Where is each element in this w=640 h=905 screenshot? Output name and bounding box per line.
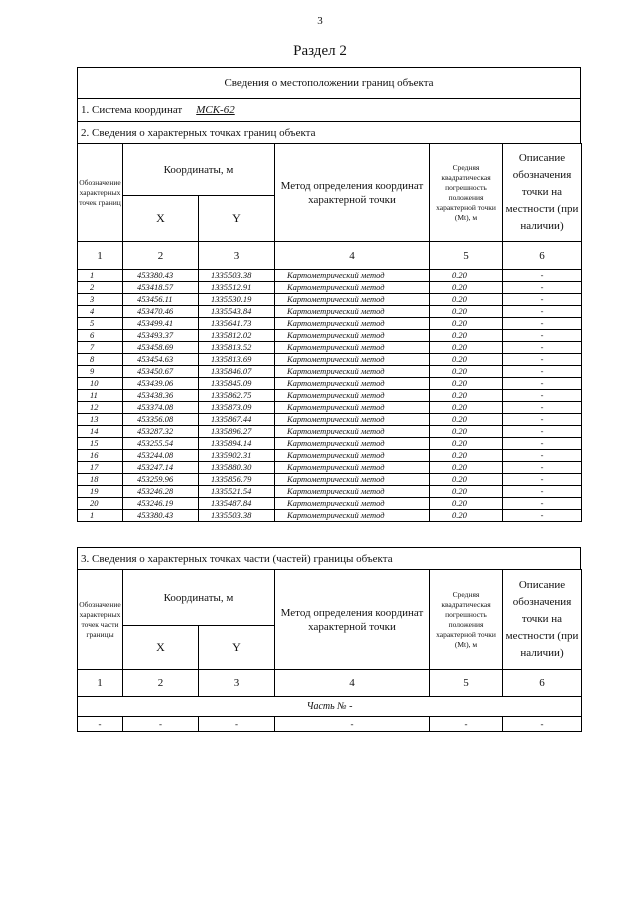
point-number: 4	[78, 306, 123, 318]
description-value: -	[503, 438, 582, 450]
method-value: Картометрический метод	[275, 402, 430, 414]
error-value: 0.20	[430, 354, 503, 366]
coordinate-system-value: МСК-62	[196, 104, 235, 116]
table-row	[78, 426, 582, 438]
point-number: 13	[78, 414, 123, 426]
error-value: 0.20	[430, 510, 503, 522]
description-value: -	[503, 282, 582, 294]
table-row	[78, 402, 582, 414]
method-value: Картометрический метод	[275, 366, 430, 378]
method-value: Картометрический метод	[275, 438, 430, 450]
table-row	[78, 294, 582, 306]
boundary-points-table	[77, 143, 582, 522]
coordinate-system-label: 1. Система координат	[81, 104, 183, 116]
description-value: -	[503, 342, 582, 354]
x-value: 453450.67	[123, 366, 199, 378]
point-number: 19	[78, 486, 123, 498]
table-row	[78, 342, 582, 354]
column-number: 2	[123, 242, 199, 270]
column-number: 3	[199, 670, 275, 697]
empty-cell: -	[430, 717, 503, 732]
description-value: -	[503, 486, 582, 498]
part-label: Часть № -	[78, 697, 582, 717]
y-value: 1335894.14	[199, 438, 275, 450]
table-row	[78, 390, 582, 402]
header-x: X	[123, 196, 199, 242]
x-value: 453456.11	[123, 294, 199, 306]
y-value: 1335641.73	[199, 318, 275, 330]
x-value: 453499.41	[123, 318, 199, 330]
method-value: Картометрический метод	[275, 390, 430, 402]
point-number: 7	[78, 342, 123, 354]
error-value: 0.20	[430, 366, 503, 378]
y-value: 1335896.27	[199, 426, 275, 438]
y-value: 1335846.07	[199, 366, 275, 378]
x-value: 453380.43	[123, 510, 199, 522]
y-value: 1335530.19	[199, 294, 275, 306]
description-value: -	[503, 318, 582, 330]
x-value: 453418.57	[123, 282, 199, 294]
error-value: 0.20	[430, 378, 503, 390]
table-row	[78, 282, 582, 294]
point-number: 12	[78, 402, 123, 414]
table-row	[78, 378, 582, 390]
table-row	[78, 354, 582, 366]
empty-cell: -	[78, 717, 123, 732]
x-value: 453356.08	[123, 414, 199, 426]
part-points-table	[77, 569, 582, 732]
empty-cell: -	[503, 717, 582, 732]
method-value: Картометрический метод	[275, 306, 430, 318]
description-value: -	[503, 426, 582, 438]
error-value: 0.20	[430, 330, 503, 342]
table-row	[78, 486, 582, 498]
y-value: 1335902.31	[199, 450, 275, 462]
empty-cell: -	[199, 717, 275, 732]
x-value: 453246.28	[123, 486, 199, 498]
block-title-text: Сведения о местоположении границ объекта	[224, 77, 434, 89]
column-number: 6	[503, 670, 582, 697]
table-row	[78, 510, 582, 522]
x-value: 453246.19	[123, 498, 199, 510]
column-number: 1	[78, 242, 123, 270]
table-row	[78, 462, 582, 474]
header-error: Средняя квадратическая погрешность положения характерной точки (Мt), м	[430, 570, 503, 670]
point-number: 16	[78, 450, 123, 462]
description-value: -	[503, 366, 582, 378]
point-number: 9	[78, 366, 123, 378]
column-number: 5	[430, 242, 503, 270]
error-value: 0.20	[430, 270, 503, 282]
header-y: Y	[199, 626, 275, 670]
section-2-title	[77, 121, 581, 144]
x-value: 453255.54	[123, 438, 199, 450]
point-number: 8	[78, 354, 123, 366]
y-value: 1335521.54	[199, 486, 275, 498]
description-value: -	[503, 414, 582, 426]
description-value: -	[503, 354, 582, 366]
header-coordinates: Координаты, м	[123, 570, 275, 626]
error-value: 0.20	[430, 450, 503, 462]
description-value: -	[503, 306, 582, 318]
point-number: 10	[78, 378, 123, 390]
method-value: Картометрический метод	[275, 426, 430, 438]
error-value: 0.20	[430, 438, 503, 450]
method-value: Картометрический метод	[275, 294, 430, 306]
description-value: -	[503, 498, 582, 510]
y-value: 1335503.38	[199, 510, 275, 522]
point-number: 14	[78, 426, 123, 438]
column-number: 1	[78, 670, 123, 697]
y-value: 1335503.38	[199, 270, 275, 282]
description-value: -	[503, 450, 582, 462]
header-y: Y	[199, 196, 275, 242]
method-value: Картометрический метод	[275, 510, 430, 522]
x-value: 453458.69	[123, 342, 199, 354]
method-value: Картометрический метод	[275, 474, 430, 486]
point-number: 18	[78, 474, 123, 486]
header-method: Метод определения координат характерной точки	[275, 570, 430, 670]
method-value: Картометрический метод	[275, 498, 430, 510]
error-value: 0.20	[430, 294, 503, 306]
method-value: Картометрический метод	[275, 450, 430, 462]
y-value: 1335487.84	[199, 498, 275, 510]
error-value: 0.20	[430, 474, 503, 486]
x-value: 453380.43	[123, 270, 199, 282]
y-value: 1335512.91	[199, 282, 275, 294]
section-3-title-table	[77, 547, 581, 570]
error-value: 0.20	[430, 486, 503, 498]
point-number: 5	[78, 318, 123, 330]
column-number: 4	[275, 670, 430, 697]
y-value: 1335845.09	[199, 378, 275, 390]
table-row	[78, 306, 582, 318]
error-value: 0.20	[430, 462, 503, 474]
section-3-title: 3. Сведения о характерных точках части (частей) границы объекта	[78, 548, 581, 570]
header-method: Метод определения координат характерной точки	[275, 144, 430, 242]
description-value: -	[503, 378, 582, 390]
table-row	[78, 498, 582, 510]
table-row	[78, 330, 582, 342]
column-number: 6	[503, 242, 582, 270]
point-number: 1	[78, 510, 123, 522]
method-value: Картометрический метод	[275, 282, 430, 294]
method-value: Картометрический метод	[275, 414, 430, 426]
method-value: Картометрический метод	[275, 378, 430, 390]
table-row	[78, 270, 582, 282]
y-value: 1335543.84	[199, 306, 275, 318]
header-description: Описание обозначения точки на местности (при наличии)	[503, 144, 582, 242]
description-value: -	[503, 294, 582, 306]
y-value: 1335873.09	[199, 402, 275, 414]
x-value: 453247.14	[123, 462, 199, 474]
description-value: -	[503, 474, 582, 486]
error-value: 0.20	[430, 318, 503, 330]
error-value: 0.20	[430, 426, 503, 438]
point-number: 2	[78, 282, 123, 294]
x-value: 453470.46	[123, 306, 199, 318]
empty-cell: -	[275, 717, 430, 732]
point-number: 17	[78, 462, 123, 474]
x-value: 453374.08	[123, 402, 199, 414]
block-title	[77, 67, 581, 99]
x-value: 453259.96	[123, 474, 199, 486]
method-value: Картометрический метод	[275, 486, 430, 498]
point-number: 11	[78, 390, 123, 402]
error-value: 0.20	[430, 498, 503, 510]
description-value: -	[503, 510, 582, 522]
section-title: Раздел 2	[293, 43, 347, 59]
x-value: 453493.37	[123, 330, 199, 342]
section-2-title-text: 2. Сведения о характерных точках границ объекта	[81, 126, 316, 139]
table-row	[78, 438, 582, 450]
description-value: -	[503, 390, 582, 402]
header-error: Средняя квадратическая погрешность положения характерной точки (Мt), м	[430, 144, 503, 242]
error-value: 0.20	[430, 282, 503, 294]
method-value: Картометрический метод	[275, 342, 430, 354]
y-value: 1335862.75	[199, 390, 275, 402]
method-value: Картометрический метод	[275, 330, 430, 342]
y-value: 1335813.69	[199, 354, 275, 366]
error-value: 0.20	[430, 414, 503, 426]
point-number: 3	[78, 294, 123, 306]
y-value: 1335813.52	[199, 342, 275, 354]
header-coordinates: Координаты, м	[123, 144, 275, 196]
method-value: Картометрический метод	[275, 462, 430, 474]
error-value: 0.20	[430, 402, 503, 414]
y-value: 1335867.44	[199, 414, 275, 426]
x-value: 453454.63	[123, 354, 199, 366]
y-value: 1335880.30	[199, 462, 275, 474]
description-value: -	[503, 270, 582, 282]
description-value: -	[503, 330, 582, 342]
y-value: 1335812.02	[199, 330, 275, 342]
point-number: 15	[78, 438, 123, 450]
x-value: 453439.06	[123, 378, 199, 390]
error-value: 0.20	[430, 342, 503, 354]
page-number: 3	[317, 15, 323, 27]
x-value: 453287.32	[123, 426, 199, 438]
point-number: 6	[78, 330, 123, 342]
x-value: 453438.36	[123, 390, 199, 402]
column-number: 5	[430, 670, 503, 697]
method-value: Картометрический метод	[275, 354, 430, 366]
header-point-id: Обозначение характерных точек части границы	[78, 570, 123, 670]
coordinate-system-row	[77, 98, 581, 122]
empty-cell: -	[123, 717, 199, 732]
table-row	[78, 318, 582, 330]
method-value: Картометрический метод	[275, 318, 430, 330]
column-number: 3	[199, 242, 275, 270]
table-row	[78, 366, 582, 378]
table-row	[78, 474, 582, 486]
column-number: 2	[123, 670, 199, 697]
x-value: 453244.08	[123, 450, 199, 462]
method-value: Картометрический метод	[275, 270, 430, 282]
y-value: 1335856.79	[199, 474, 275, 486]
description-value: -	[503, 462, 582, 474]
error-value: 0.20	[430, 306, 503, 318]
header-x: X	[123, 626, 199, 670]
error-value: 0.20	[430, 390, 503, 402]
header-point-id: Обозначение характерных точек границ	[78, 144, 123, 242]
description-value: -	[503, 402, 582, 414]
table-row	[78, 450, 582, 462]
point-number: 20	[78, 498, 123, 510]
header-description: Описание обозначения точки на местности (при наличии)	[503, 570, 582, 670]
point-number: 1	[78, 270, 123, 282]
column-number: 4	[275, 242, 430, 270]
table-row	[78, 414, 582, 426]
